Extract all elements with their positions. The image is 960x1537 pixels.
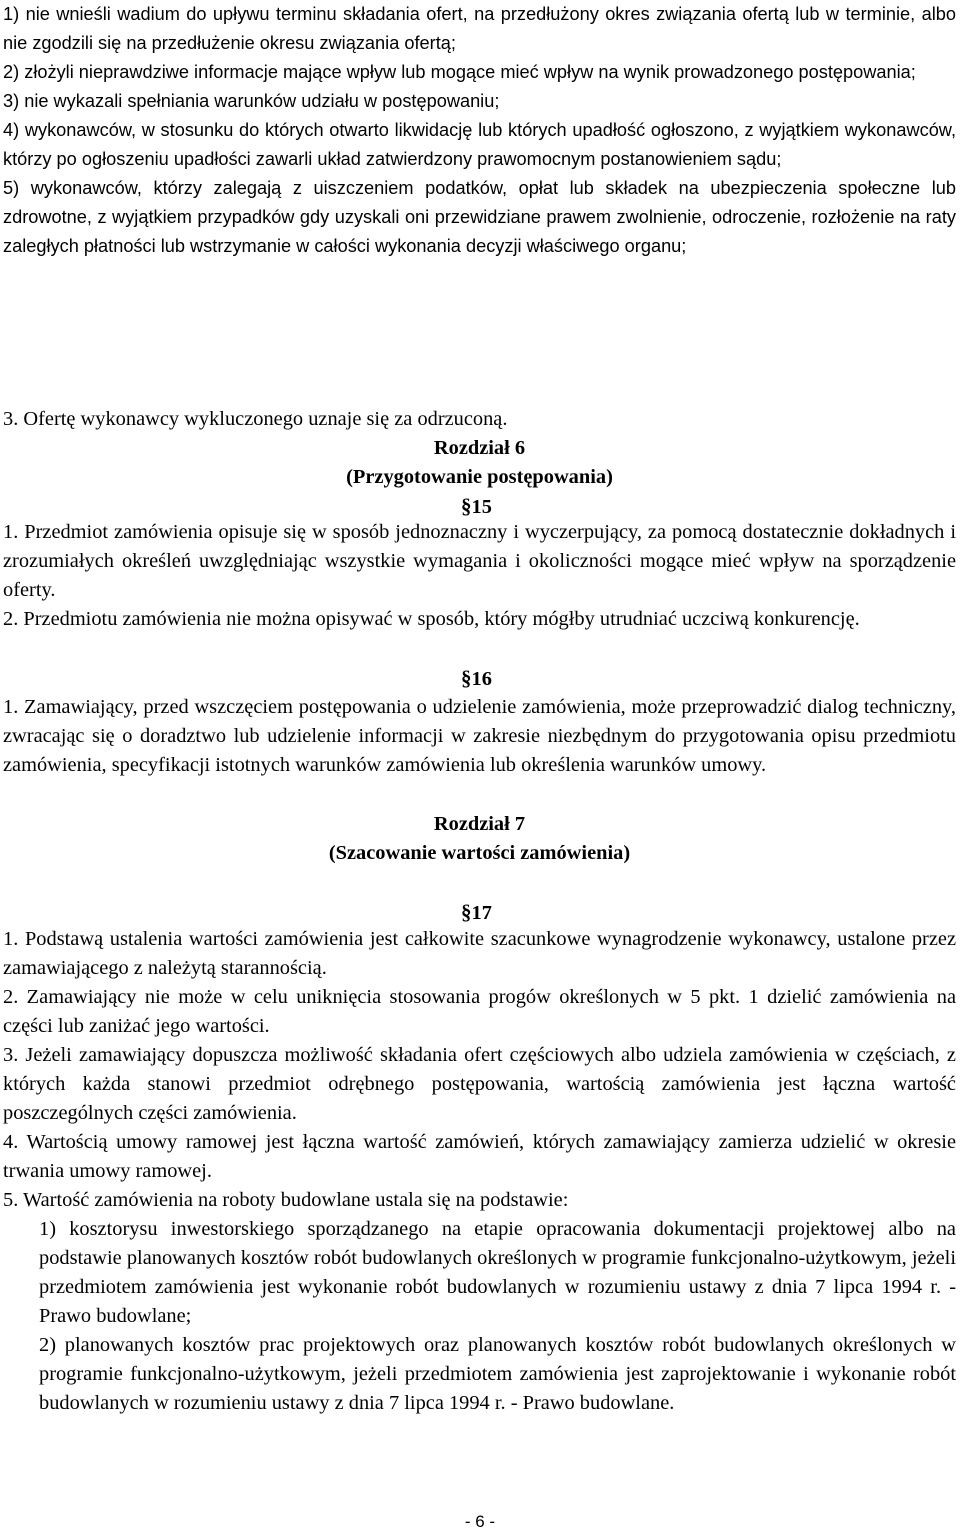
list-item: 4) wykonawców, w stosunku do których otwarto likwidację lub których upadłość ogłoszono, z wyjątkiem wykonawców, którzy po ogłoszeniu upadłości zawarli układ zatwierdzony prawomocnym postanowieniem sądu; xyxy=(3,120,956,169)
chapter-6-title: Rozdział 6 xyxy=(433,437,526,459)
list-item: 5) wykonawców, którzy zalegają z uiszczeniem podatków, opłat lub składek na ubezpieczenia społeczne lub zdrowotne, z wyjątkiem przypadków gdy uzyskali oni przewidziane prawem zwolnienie, odroczenie, rozłożenie na raty zaległych płatności lub wstrzymanie w całości wykonania decyzji właściwego organu; xyxy=(3,178,956,256)
list-item: 2) planowanych kosztów prac projektowych oraz planowanych kosztów robót budowlanych określonych w programie funkcjonalno-użytkowym, jeżeli przedmiotem zamówienia jest zaprojektowanie i wykonanie robót budowlanych w rozumieniu ustawy z dnia 7 lipca 1994 r. - Prawo budowlane. xyxy=(39,1334,956,1414)
paragraph: 2. Zamawiający nie może w celu uniknięcia stosowania progów określonych w 5 pkt. 1 dzielić zamówienia na części lub zaniżać jego wartości. xyxy=(3,986,956,1037)
section-sign-icon: § xyxy=(461,666,472,690)
section-15-body xyxy=(3,518,956,634)
paragraph: 1. Przedmiot zamówienia opisuje się w sposób jednoznaczny i wyczerpujący, za pomocą dostatecznie dokładnych i zrozumiałych określeń uwzględniając wszystkie wymagania i okoliczności mogące mieć wpływ na sporządzenie oferty. xyxy=(3,521,956,601)
paragraph: 3. Jeżeli zamawiający dopuszcza możliwość składania ofert częściowych albo udziela zamówienia w częściach, z których każda stanowi przedmiot odrębnego postępowania, wartością zamówienia jest łączna wartość poszczególnych części zamówienia. xyxy=(3,1044,956,1124)
section-16-body xyxy=(3,693,956,780)
paragraph: 5. Wartość zamówienia na roboty budowlane ustala się na podstawie: xyxy=(3,1189,569,1211)
section-17-subitems xyxy=(39,1215,956,1418)
section-16-heading: §16 xyxy=(461,666,492,690)
section-15-heading: §15 xyxy=(461,494,492,518)
section-17-body xyxy=(3,925,956,1215)
paragraph: 1. Zamawiający, przed wszczęciem postępowania o udzielenie zamówienia, może przeprowadzić dialog techniczny, zwracając się o doradztwo lub udzielenie informacji w zakresie niezbędnym do przygotowania opisu przedmiotu zamówienia, specyfikacji istotnych warunków zamówienia lub określenia warunków umowy. xyxy=(3,696,956,776)
chapter-7-title: Rozdział 7 xyxy=(433,813,526,835)
list-item: 2) złożyli nieprawdziwe informacje mające wpływ lub mogące mieć wpływ na wynik prowadzonego postępowania; xyxy=(3,62,916,82)
list-item: 3) nie wykazali spełniania warunków udziału w postępowaniu; xyxy=(3,91,500,111)
exclusion-list xyxy=(3,0,956,261)
section-17-heading: §17 xyxy=(461,900,492,924)
chapter-6-subtitle: (Przygotowanie postępowania) xyxy=(346,466,613,488)
list-item: 1) kosztorysu inwestorskiego sporządzanego na etapie opracowania dokumentacji projektowej albo na podstawie planowanych kosztów robót budowlanych określonych w programie funkcjonalno-użytkowym, jeżeli przedmiotem zamówienia jest wykonanie robót budowlanych w rozumieniu ustawy z dnia 7 lipca 1994 r. - Prawo budowlane; xyxy=(39,1218,956,1327)
point-3: 3. Ofertę wykonawcy wykluczonego uznaje się za odrzuconą. xyxy=(3,408,508,430)
paragraph: 1. Podstawą ustalenia wartości zamówienia jest całkowite szacunkowe wynagrodzenie wykonawcy, ustalone przez zamawiającego z należytą starannością. xyxy=(3,928,956,979)
paragraph: 4. Wartością umowy ramowej jest łączna wartość zamówień, których zamawiający zamierza udzielić w okresie trwania umowy ramowej. xyxy=(3,1131,956,1182)
list-item: 1) nie wnieśli wadium do upływu terminu składania ofert, na przedłużony okres związania ofertą lub w terminie, albo nie zgodzili się na przedłużenie okresu związania ofertą; xyxy=(3,4,956,53)
section-sign-icon: § xyxy=(461,900,472,924)
section-sign-icon: § xyxy=(461,494,472,518)
page-number: - 6 - xyxy=(464,1512,496,1531)
paragraph: 2. Przedmiotu zamówienia nie można opisywać w sposób, który mógłby utrudniać uczciwą konkurencję. xyxy=(3,608,860,630)
chapter-7-subtitle: (Szacowanie wartości zamówienia) xyxy=(328,842,631,864)
